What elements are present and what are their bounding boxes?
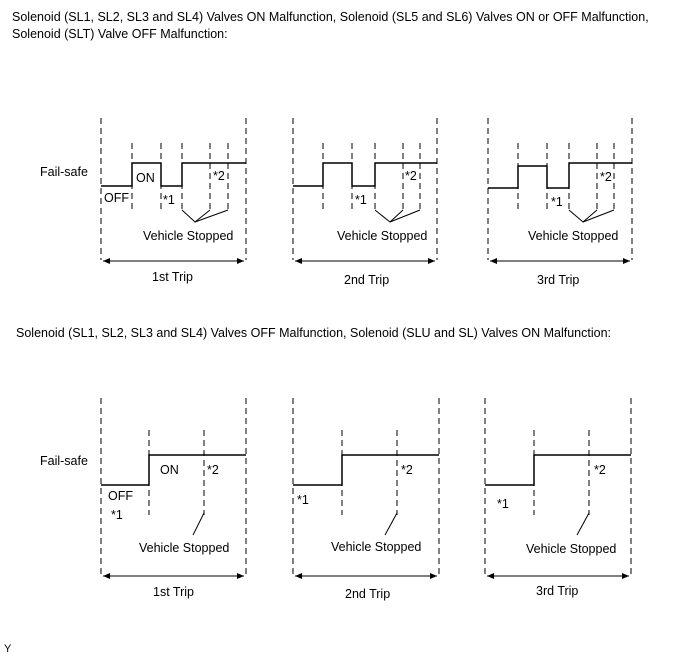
note-1-label: *1 xyxy=(297,493,309,507)
off-label: OFF xyxy=(108,489,133,503)
off-label: OFF xyxy=(104,191,129,205)
footer-code: Y xyxy=(4,643,12,655)
vehicle-stopped-pointer xyxy=(375,210,403,222)
vehicle-stopped-pointer xyxy=(182,210,210,222)
note-1-label: *1 xyxy=(163,193,175,207)
timing-diagram-2 xyxy=(0,390,688,615)
fail-safe-label: Fail-safe xyxy=(40,165,88,179)
vehicle-stopped-label: Vehicle Stopped xyxy=(139,541,230,555)
vehicle-stopped-pointer xyxy=(385,513,397,535)
on-label: ON xyxy=(160,463,179,477)
on-label: ON xyxy=(136,171,155,185)
trip-label: 1st Trip xyxy=(152,270,193,284)
signal-waveform xyxy=(485,455,631,485)
note-1-label: *1 xyxy=(497,497,509,511)
trip-2-group xyxy=(293,118,437,287)
section1-title: Solenoid (SL1, SL2, SL3 and SL4) Valves ON Malfunction, Solenoid (SL5 and SL6) Valves ON or OFF Malfunction, Solenoid (SLT) Valve OFF Malfunction: xyxy=(12,10,649,41)
vehicle-stopped-label: Vehicle Stopped xyxy=(528,229,619,243)
vehicle-stopped-pointer xyxy=(569,210,597,222)
note-2-label: *2 xyxy=(207,463,219,477)
note-2-label: *2 xyxy=(594,463,606,477)
note-2-label: *2 xyxy=(405,169,417,183)
vehicle-stopped-pointer xyxy=(577,513,589,535)
section2-title: Solenoid (SL1, SL2, SL3 and SL4) Valves OFF Malfunction, Solenoid (SLU and SL) Valves ON Malfunction: xyxy=(16,326,611,340)
vehicle-stopped-pointer xyxy=(193,513,204,535)
trip-label: 3rd Trip xyxy=(537,273,580,287)
trip-2-group xyxy=(293,398,439,601)
trip-3-group xyxy=(485,398,631,598)
trip-label: 2nd Trip xyxy=(344,273,390,287)
vehicle-stopped-label: Vehicle Stopped xyxy=(331,540,422,554)
signal-waveform xyxy=(293,455,439,485)
vehicle-stopped-label: Vehicle Stopped xyxy=(526,542,617,556)
trip-3-group xyxy=(488,118,632,287)
note-1-label: *1 xyxy=(551,195,563,209)
trip-label: 3rd Trip xyxy=(536,584,579,598)
note-1-label: *1 xyxy=(355,193,367,207)
note-2-label: *2 xyxy=(401,463,413,477)
trip-1-group xyxy=(101,118,246,284)
trip-1-group xyxy=(101,398,246,599)
note-2-label: *2 xyxy=(213,169,225,183)
trip-label: 2nd Trip xyxy=(345,587,391,601)
timing-diagram-1 xyxy=(0,110,688,290)
note-2-label: *2 xyxy=(600,170,612,184)
trip-label: 1st Trip xyxy=(153,585,194,599)
vehicle-stopped-label: Vehicle Stopped xyxy=(337,229,428,243)
fail-safe-label: Fail-safe xyxy=(40,454,88,468)
vehicle-stopped-label: Vehicle Stopped xyxy=(143,229,234,243)
note-1-label: *1 xyxy=(111,508,123,522)
